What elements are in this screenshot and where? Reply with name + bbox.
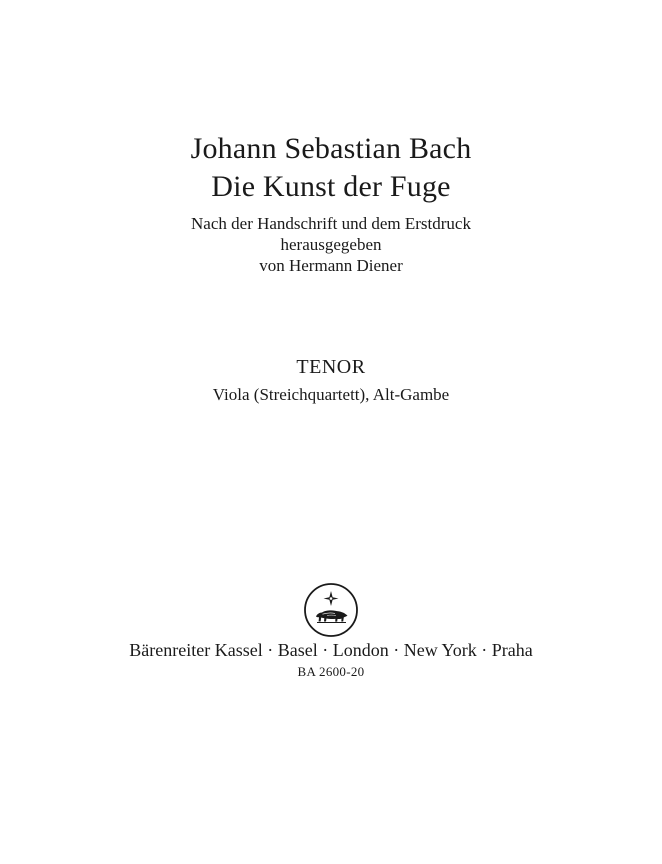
edition-note-source: Nach der Handschrift und dem Erstdruck bbox=[191, 214, 471, 233]
publisher-locations: Bärenreiter Kassel · Basel · London · New York · Praha bbox=[129, 640, 533, 660]
instrumentation: Viola (Streichquartett), Alt-Gambe bbox=[212, 385, 450, 404]
catalog-number: BA 2600-20 bbox=[297, 664, 365, 679]
publisher-logo-icon bbox=[302, 581, 360, 639]
composer-name: Johann Sebastian Bach bbox=[190, 132, 472, 165]
work-title: Die Kunst der Fuge bbox=[211, 170, 451, 203]
part-name: TENOR bbox=[296, 356, 366, 378]
edition-note-edited: herausgegeben bbox=[280, 235, 382, 254]
edition-note-editor: von Hermann Diener bbox=[259, 256, 403, 275]
